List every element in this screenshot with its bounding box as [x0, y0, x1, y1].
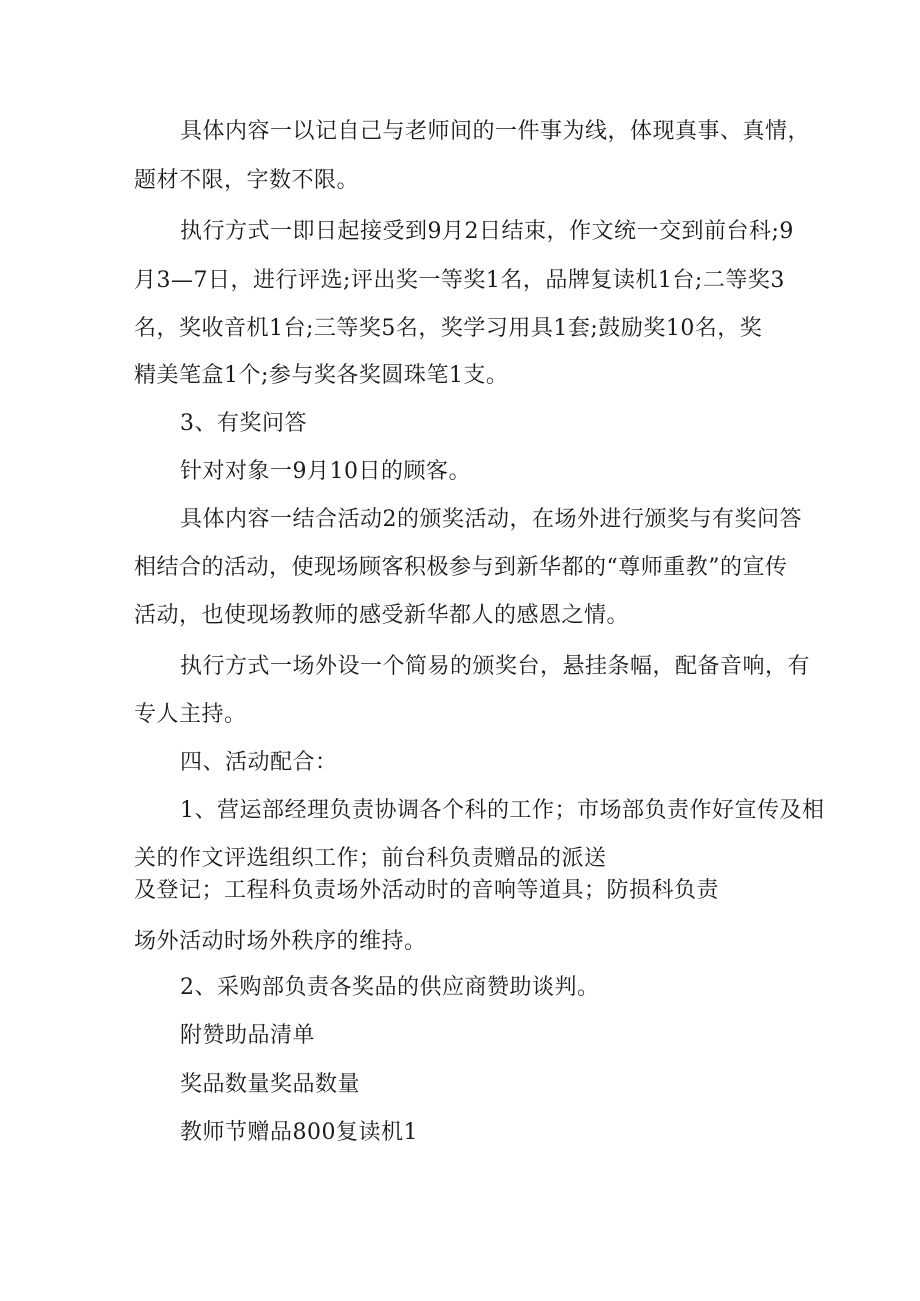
paragraph-line: 2、采购部负责各奖品的供应商赞助谈判。 [180, 975, 600, 1000]
paragraph-line: 及登记；工程科负责场外活动时的音响等道具；防损科负责 [134, 878, 720, 903]
paragraph-line: 1、营运部经理负责协调各个科的工作；市场部负责作好宣传及相 [180, 798, 825, 823]
paragraph-line: 针对对象一9月10日的顾客。 [180, 459, 471, 484]
paragraph-line: 相结合的活动，使现场顾客积极参与到新华都的“尊师重教”的宣传 [134, 555, 788, 580]
list-item: 教师节赠品800复读机1 [180, 1120, 418, 1145]
paragraph-line: 执行方式一场外设一个简易的颁奖台，悬挂条幅，配备音响，有 [180, 654, 811, 679]
paragraph-line: 专人主持。 [134, 702, 247, 727]
paragraph-line: 月3—7日，进行评选;评出奖一等奖1名，品牌复读机1台;二等奖3 [134, 268, 785, 293]
paragraph-line: 名，奖收音机1台;三等奖5名，奖学习用具1套;鼓励奖10名，奖 [134, 316, 763, 341]
paragraph-line: 关的作文评选组织工作；前台科负责赠品的派送 [134, 846, 607, 871]
paragraph-line: 精美笔盒1个;参与奖各奖圆珠笔1支。 [134, 363, 509, 388]
section-heading: 四、活动配合： [180, 750, 338, 775]
list-header: 奖品数量奖品数量 [180, 1072, 361, 1097]
paragraph-line: 活动，也使现场教师的感受新华都人的感恩之情。 [134, 603, 630, 628]
paragraph-line: 题材不限，字数不限。 [134, 168, 360, 193]
paragraph-line: 场外活动时场外秩序的维持。 [134, 929, 427, 954]
paragraph-line: 具体内容一以记自己与老师间的一件事为线，体现真事、真情， [180, 119, 811, 144]
section-heading: 3、有奖问答 [180, 411, 307, 436]
list-title: 附赞助品清单 [180, 1023, 316, 1048]
paragraph-line: 具体内容一结合活动2的颁奖活动，在场外进行颁奖与有奖问答 [180, 507, 802, 532]
paragraph-line: 执行方式一即日起接受到9月2日结束，作文统一交到前台科;9 [180, 219, 794, 244]
